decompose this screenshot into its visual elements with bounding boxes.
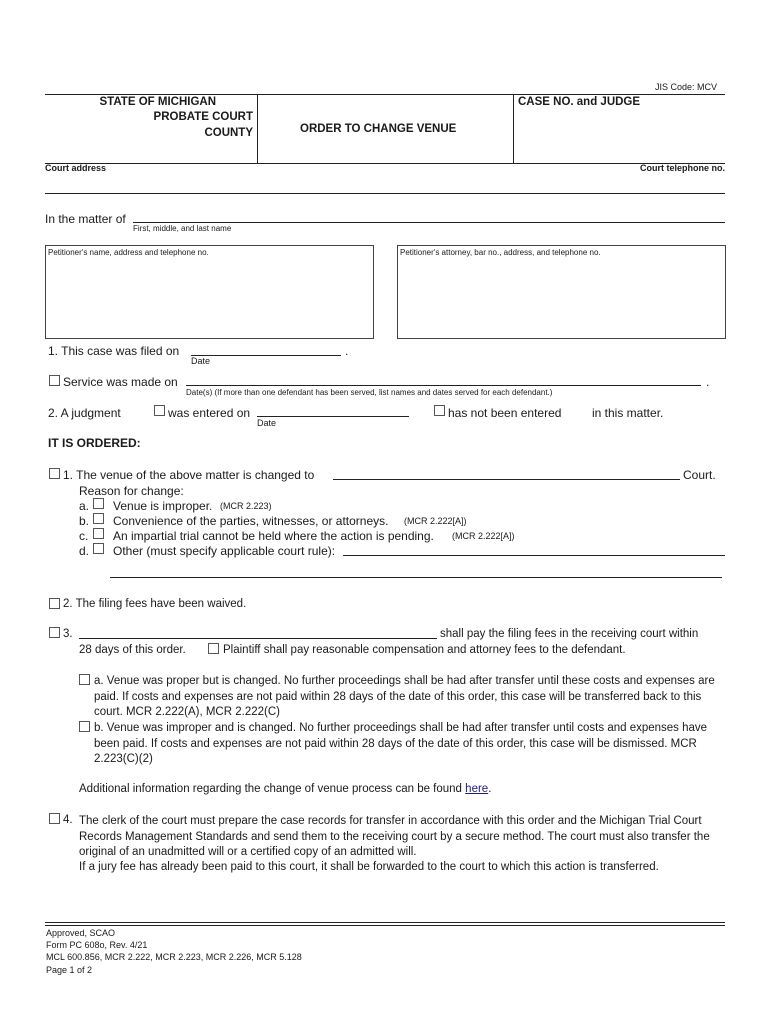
reason-a-checkbox[interactable] [93, 498, 104, 509]
attorney-box[interactable] [397, 245, 726, 339]
filed-date-field[interactable] [191, 355, 341, 356]
reason-c-text: An impartial trial cannot be held where the action is pending. [113, 529, 434, 543]
header-top-rule [45, 94, 725, 95]
item3-party-field[interactable] [79, 638, 437, 639]
service-checkbox[interactable] [49, 375, 60, 386]
not-entered-label: has not been entered [448, 406, 562, 420]
additional-info-text: Additional information regarding the change of venue process can be found [79, 783, 462, 795]
item4-checkbox[interactable] [49, 813, 60, 824]
reason-d-checkbox[interactable] [93, 543, 104, 554]
reason-d-field[interactable] [343, 555, 725, 556]
filed-date-caption: Date [191, 356, 211, 366]
page-title: ORDER TO CHANGE VENUE [300, 123, 457, 135]
item4-num: 4. [63, 814, 73, 826]
item1-label: 1. The venue of the above matter is changed to [63, 468, 315, 482]
footer-form: Form PC 608o, Rev. 4/21 [46, 940, 148, 950]
in-matter-label: In the matter of [45, 212, 126, 226]
item4-jury: If a jury fee has already been paid to this court, it shall be forwarded to the court to which this action is transferred. [79, 861, 659, 873]
petitioner-box-label: Petitioner's name, address and telephone no. [48, 248, 209, 257]
reason-c-checkbox[interactable] [93, 528, 104, 539]
header-divider-right [513, 94, 514, 163]
matter-name-field[interactable] [133, 222, 725, 223]
court-address-rule [45, 193, 725, 194]
reason-d-letter: d. [79, 544, 90, 558]
matter-name-caption: First, middle, and last name [133, 224, 232, 233]
reason-b-letter: b. [79, 514, 90, 528]
petitioner-box[interactable] [45, 245, 374, 339]
item3a-checkbox[interactable] [79, 674, 90, 685]
item3-checkbox[interactable] [49, 627, 60, 638]
item1-checkbox[interactable] [49, 468, 60, 479]
item3-plaintiff: Plaintiff shall pay reasonable compensation and attorney fees to the defendant. [223, 644, 626, 656]
service-date-field[interactable] [186, 385, 701, 386]
county-label: COUNTY [204, 127, 253, 139]
reason-b-text: Convenience of the parties, witnesses, or attorneys. [113, 514, 389, 528]
plaintiff-checkbox[interactable] [208, 643, 219, 654]
footer-page: Page 1 of 2 [46, 965, 93, 975]
item3-text: shall pay the filing fees in the receiving court within [440, 628, 699, 640]
item3-days: 28 days of this order. [79, 644, 186, 656]
reason-a-text: Venue is improper. [113, 499, 213, 513]
header-divider-left [257, 94, 258, 163]
item2-checkbox[interactable] [49, 598, 60, 609]
court-label: PROBATE COURT [153, 111, 253, 123]
service-date-caption: Date(s) (If more than one defendant has been served, list names and dates served for each defendant.) [186, 388, 553, 397]
judgment-label: 2. A judgment [48, 406, 121, 420]
attorney-box-label: Petitioner's attorney, bar no., address, and telephone no. [400, 248, 601, 257]
item1-court: Court. [683, 468, 716, 482]
footer-rule-2 [45, 925, 725, 926]
reason-c-cite: (MCR 2.222[A]) [452, 531, 515, 541]
service-period: . [706, 375, 710, 389]
ordered-heading: IT IS ORDERED: [48, 436, 141, 450]
reason-c-letter: c. [79, 529, 89, 543]
item3-num: 3. [63, 628, 73, 640]
case-no-label: CASE NO. and JUDGE [518, 96, 641, 108]
filed-label: 1. This case was filed on [48, 344, 180, 358]
item2-text: 2. The filing fees have been waived. [63, 598, 247, 610]
entered-date-field[interactable] [257, 416, 409, 417]
reason-d-field-2[interactable] [110, 577, 722, 578]
court-address-label: Court address [45, 163, 107, 173]
entered-label: was entered on [168, 406, 251, 420]
entered-date-caption: Date [257, 418, 277, 428]
item3a-text: a. Venue was proper but is changed. No further proceedings shall be had after transfer until these costs and expenses are paid. If costs and expenses are not paid within 28 days of the date of this order, this case will be transferred back to this court. MCR 2.222(A), MCR 2.222(C) [94, 675, 715, 718]
reason-d-text: Other (must specify applicable court rule): [113, 544, 336, 558]
item3b-checkbox[interactable] [79, 721, 90, 732]
additional-info [79, 783, 491, 795]
footer-approved: Approved, SCAO [46, 928, 116, 938]
reason-a-cite: (MCR 2.223) [220, 501, 272, 511]
judgment-not-entered-checkbox[interactable] [434, 405, 445, 416]
reason-a-letter: a. [79, 499, 90, 513]
additional-info-period: . [488, 783, 492, 795]
reason-b-cite: (MCR 2.222[A]) [404, 516, 467, 526]
receiving-court-field[interactable] [333, 479, 680, 480]
reason-b-checkbox[interactable] [93, 513, 104, 524]
reason-label: Reason for change: [79, 484, 184, 498]
in-matter-text: in this matter. [592, 406, 664, 420]
judgment-entered-checkbox[interactable] [154, 405, 165, 416]
state-label: STATE OF MICHIGAN [99, 96, 216, 108]
court-phone-label: Court telephone no. [640, 163, 725, 173]
jis-code: JIS Code: MCV [655, 82, 718, 92]
item4-text: The clerk of the court must prepare the case records for transfer in accordance with this order and the Michigan Trial Court Records Management Standards and send them to the receiving court by a secure method. The court must also transfer the original of an unadmitted will or a certified copy of an admitted will. [79, 815, 710, 858]
footer-rule-1 [45, 922, 725, 923]
filed-period: . [345, 344, 349, 358]
service-label: Service was made on [63, 375, 178, 389]
footer-mcl: MCL 600.856, MCR 2.222, MCR 2.223, MCR 2.226, MCR 5.128 [46, 952, 302, 962]
here-link[interactable]: here [465, 783, 489, 795]
item3b-text: b. Venue was improper and is changed. No further proceedings shall be had after transfer until costs and expenses have been paid. If costs and expenses are not paid within 28 days of the date of this order, this case will be dismissed. MCR 2.223(C)(2) [94, 722, 708, 765]
